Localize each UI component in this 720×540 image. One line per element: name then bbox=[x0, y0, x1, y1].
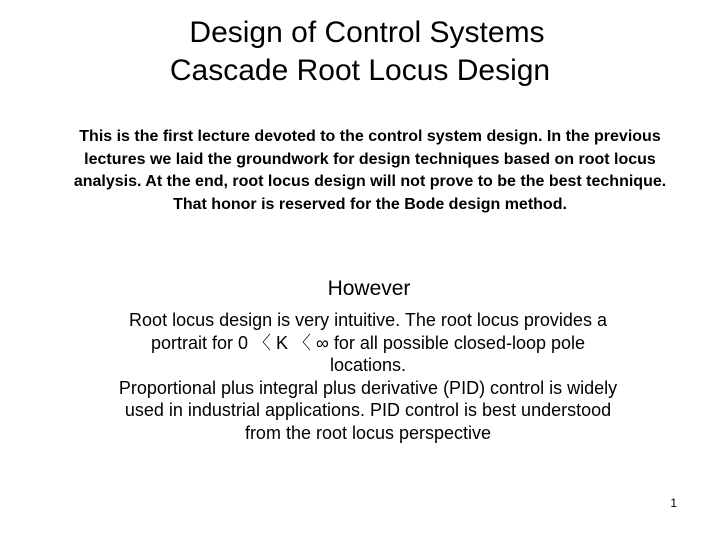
root-locus-paragraph: Root locus design is very intuitive. The root locus provides a portrait for 0 〈 K 〈 ∞ for all possible closed-loop pole locations. bbox=[129, 310, 607, 375]
page-number: 1 bbox=[670, 496, 677, 510]
body-text bbox=[118, 309, 618, 444]
however-heading: However bbox=[327, 277, 411, 300]
title-line-2: Cascade Root Locus Design bbox=[169, 54, 551, 87]
title-line-1: Design of Control Systems bbox=[189, 16, 545, 49]
pid-paragraph: Proportional plus integral plus derivative (PID) control is widely used in industrial applications. PID control is best understood from the root locus perspective bbox=[118, 377, 618, 443]
slide-title bbox=[0, 14, 720, 90]
intro-paragraph: This is the first lecture devoted to the control system design. In the previous lectures we laid the groundwork for design techniques based on root locus analysis. At the end, root locus design will not prove to be the best technique. That honor is reserved for the Bode design method. bbox=[73, 128, 667, 213]
